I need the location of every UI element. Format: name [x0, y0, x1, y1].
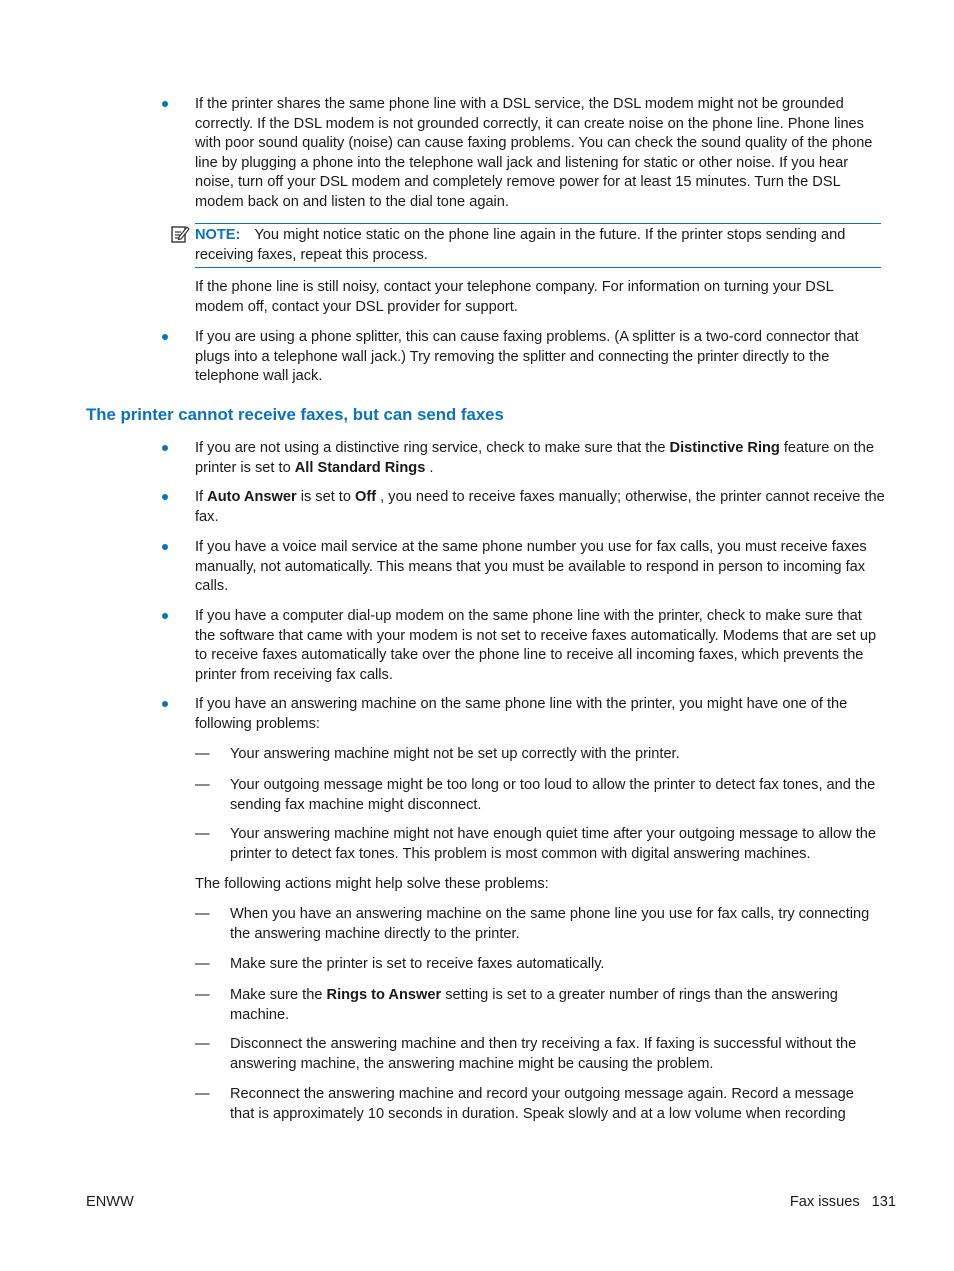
- note-bottom-rule: [195, 267, 881, 268]
- note-box: [195, 226, 881, 265]
- ui-term-off: Off: [355, 489, 377, 505]
- splitter-paragraph: If you are using a phone splitter, this can cause faxing problems. (A splitter is a two-cord connector that plugs into a telephone wall jack.) Try removing the splitter and connecting the printer directly to the telephone wall jack.: [195, 329, 859, 384]
- dash: —: [195, 906, 210, 922]
- action-item: [230, 986, 880, 1025]
- dash: —: [195, 777, 210, 793]
- action-item: Make sure the printer is set to receive faxes automatically.: [230, 956, 605, 972]
- note-text: You might notice static on the phone line again in the future. If the printer stops sending and receiving faxes, repeat this process.: [195, 227, 846, 263]
- bullet-dot: [162, 445, 168, 451]
- note-top-rule: [195, 223, 881, 224]
- bullet-dot: [162, 613, 168, 619]
- note-label: NOTE:: [195, 227, 241, 243]
- text: feature on the printer is set to: [195, 440, 874, 476]
- dash: —: [195, 1086, 210, 1102]
- ui-term-distinctive-ring: Distinctive Ring: [669, 440, 780, 456]
- auto-answer-paragraph: [195, 488, 885, 527]
- text: If you are not using a distinctive ring service, check to make sure that the: [195, 440, 670, 456]
- text: Make sure the: [230, 987, 327, 1003]
- bullet-dot: [162, 101, 168, 107]
- section-heading: The printer cannot receive faxes, but can send faxes: [86, 405, 504, 424]
- bullet-dot: [162, 334, 168, 340]
- dash: —: [195, 956, 210, 972]
- text: , you need to receive faxes manually; otherwise, the printer cannot receive the fax.: [195, 489, 885, 525]
- text: setting is set to a greater number of rings than the answering machine.: [230, 987, 838, 1023]
- problem-item: Your outgoing message might be too long or too loud to allow the printer to detect fax tones, and the sending fax machine might disconnect.: [230, 777, 876, 813]
- dash: —: [195, 746, 210, 762]
- ui-term-rings-to-answer: Rings to Answer: [326, 987, 442, 1003]
- followup-paragraph: If the phone line is still noisy, contact your telephone company. For information on turning your DSL modem off, contact your DSL provider for support.: [195, 279, 834, 315]
- bullet-dot: [162, 544, 168, 550]
- dialup-modem-paragraph: If you have a computer dial-up modem on the same phone line with the printer, check to make sure that the software that came with your modem is not set to receive faxes automatically. Modems that are set up to receive faxes automatically take over the phone line to receive all incoming faxes, which prevents the printer from receiving fax calls.: [195, 608, 877, 683]
- problem-item: Your answering machine might not have enough quiet time after your outgoing message to allow the printer to detect fax tones. This problem is most common with digital answering machines.: [230, 826, 877, 862]
- text: If: [195, 489, 208, 505]
- answering-machine-paragraph: If you have an answering machine on the same phone line with the printer, you might have one of the following problems:: [195, 696, 848, 732]
- text: is set to: [296, 489, 356, 505]
- problem-item: Your answering machine might not be set up correctly with the printer.: [230, 746, 680, 762]
- text: .: [425, 459, 434, 476]
- voice-mail-paragraph: If you have a voice mail service at the same phone number you use for fax calls, you must receive faxes manually, not automatically. This means that you must be available to respond in person to incoming fax calls.: [195, 539, 867, 594]
- action-item: Disconnect the answering machine and then try receiving a fax. If faxing is successful without the answering machine, the answering machine might be causing the problem.: [230, 1036, 857, 1072]
- bullet-dot: [162, 701, 168, 707]
- page-number: 131: [871, 1194, 896, 1210]
- ui-term-auto-answer: Auto Answer: [207, 489, 297, 505]
- actions-intro: The following actions might help solve these problems:: [195, 876, 549, 892]
- bullet-dot: [162, 494, 168, 500]
- action-item: When you have an answering machine on the same phone line you use for fax calls, try connecting the answering machine directly to the printer.: [230, 906, 870, 942]
- footer-section: Fax issues: [789, 1194, 860, 1210]
- distinctive-ring-paragraph: [195, 439, 885, 478]
- action-item: Reconnect the answering machine and record your outgoing message again. Record a message that is approximately 10 seconds in duration. Speak slowly and at a low volume when recording: [230, 1086, 854, 1122]
- dash: —: [195, 1036, 210, 1052]
- note-icon: [170, 224, 190, 244]
- dash: —: [195, 826, 210, 842]
- dsl-paragraph: If the printer shares the same phone line with a DSL service, the DSL modem might not be grounded correctly. If the DSL modem is not grounded correctly, it can create noise on the phone line. Phone lines with poor sound quality (noise) can cause faxing problems. You can check the sound quality of the phone line by plugging a phone into the telephone wall jack and listening for static or other noise. If you hear noise, turn off your DSL modem and completely remove power for at least 15 minutes. Turn the DSL modem back on and listen to the dial tone again.: [195, 96, 873, 210]
- footer-right: [790, 1193, 896, 1213]
- dash: —: [195, 987, 210, 1003]
- ui-term-all-standard-rings: All Standard Rings: [294, 459, 426, 476]
- footer-left: ENWW: [86, 1194, 134, 1210]
